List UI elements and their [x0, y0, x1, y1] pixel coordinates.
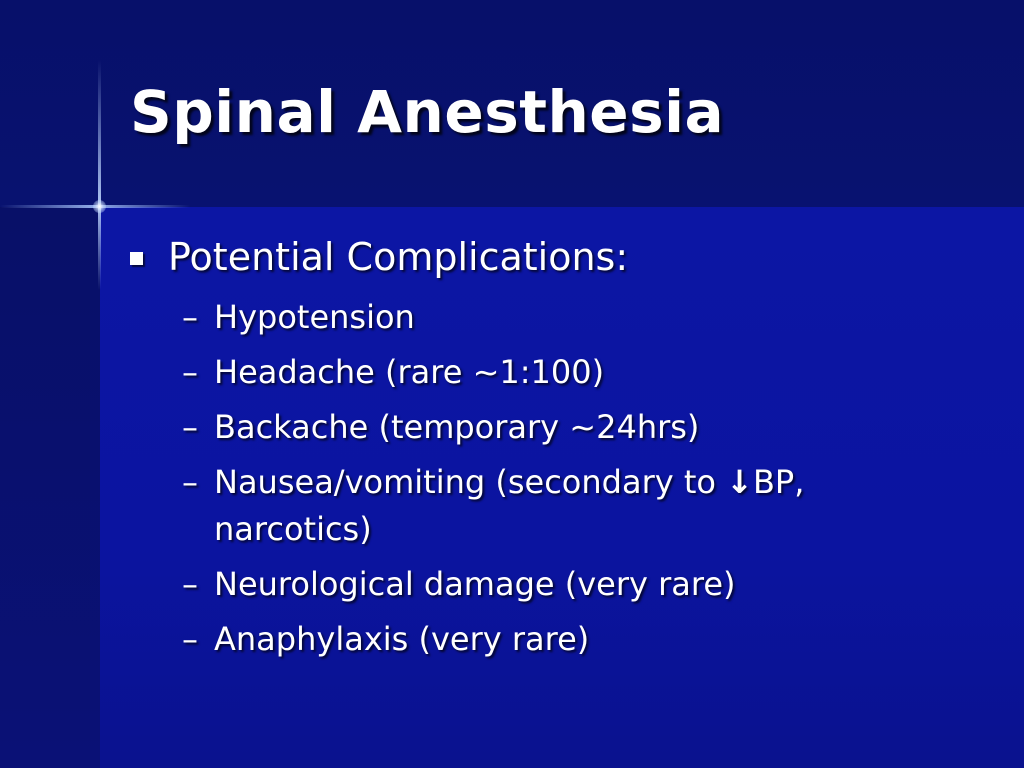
light-flare-core	[93, 200, 106, 213]
sub-bullet-item	[182, 561, 990, 608]
sub-bullet-item	[182, 294, 990, 341]
nausea-tail-text: BP, narcotics)	[214, 463, 805, 548]
sub-bullet-text: Neurological damage (very rare)	[214, 565, 736, 603]
dash-bullet: –	[182, 565, 198, 603]
light-flare-vertical	[98, 60, 101, 290]
sub-bullet-item	[182, 616, 990, 663]
dash-bullet: –	[182, 353, 198, 391]
sub-bullet-list	[130, 294, 990, 663]
slide-content	[130, 230, 990, 671]
sub-bullet-item	[182, 404, 990, 451]
dash-bullet: –	[182, 463, 198, 501]
dash-bullet: –	[182, 620, 198, 658]
bullet-text: Potential Complications:	[168, 235, 629, 279]
slide-title: Spinal Anesthesia	[130, 78, 725, 146]
sub-bullet-text: Headache (rare ~1:100)	[214, 353, 605, 391]
sub-bullet-text: Backache (temporary ~24hrs)	[214, 408, 700, 446]
down-arrow-icon: ↓	[726, 463, 753, 501]
sub-bullet-item	[182, 459, 990, 553]
nausea-text: Nausea/vomiting (secondary to	[214, 463, 727, 501]
sub-bullet-item	[182, 349, 990, 396]
sub-bullet-text: Anaphylaxis (very rare)	[214, 620, 590, 658]
bullet-item	[130, 230, 990, 284]
left-strip	[0, 207, 100, 768]
sub-bullet-text: Hypotension	[214, 298, 415, 336]
dash-bullet: –	[182, 298, 198, 336]
dash-bullet: –	[182, 408, 198, 446]
square-bullet-icon	[130, 252, 143, 265]
sub-bullet-text	[214, 459, 854, 553]
